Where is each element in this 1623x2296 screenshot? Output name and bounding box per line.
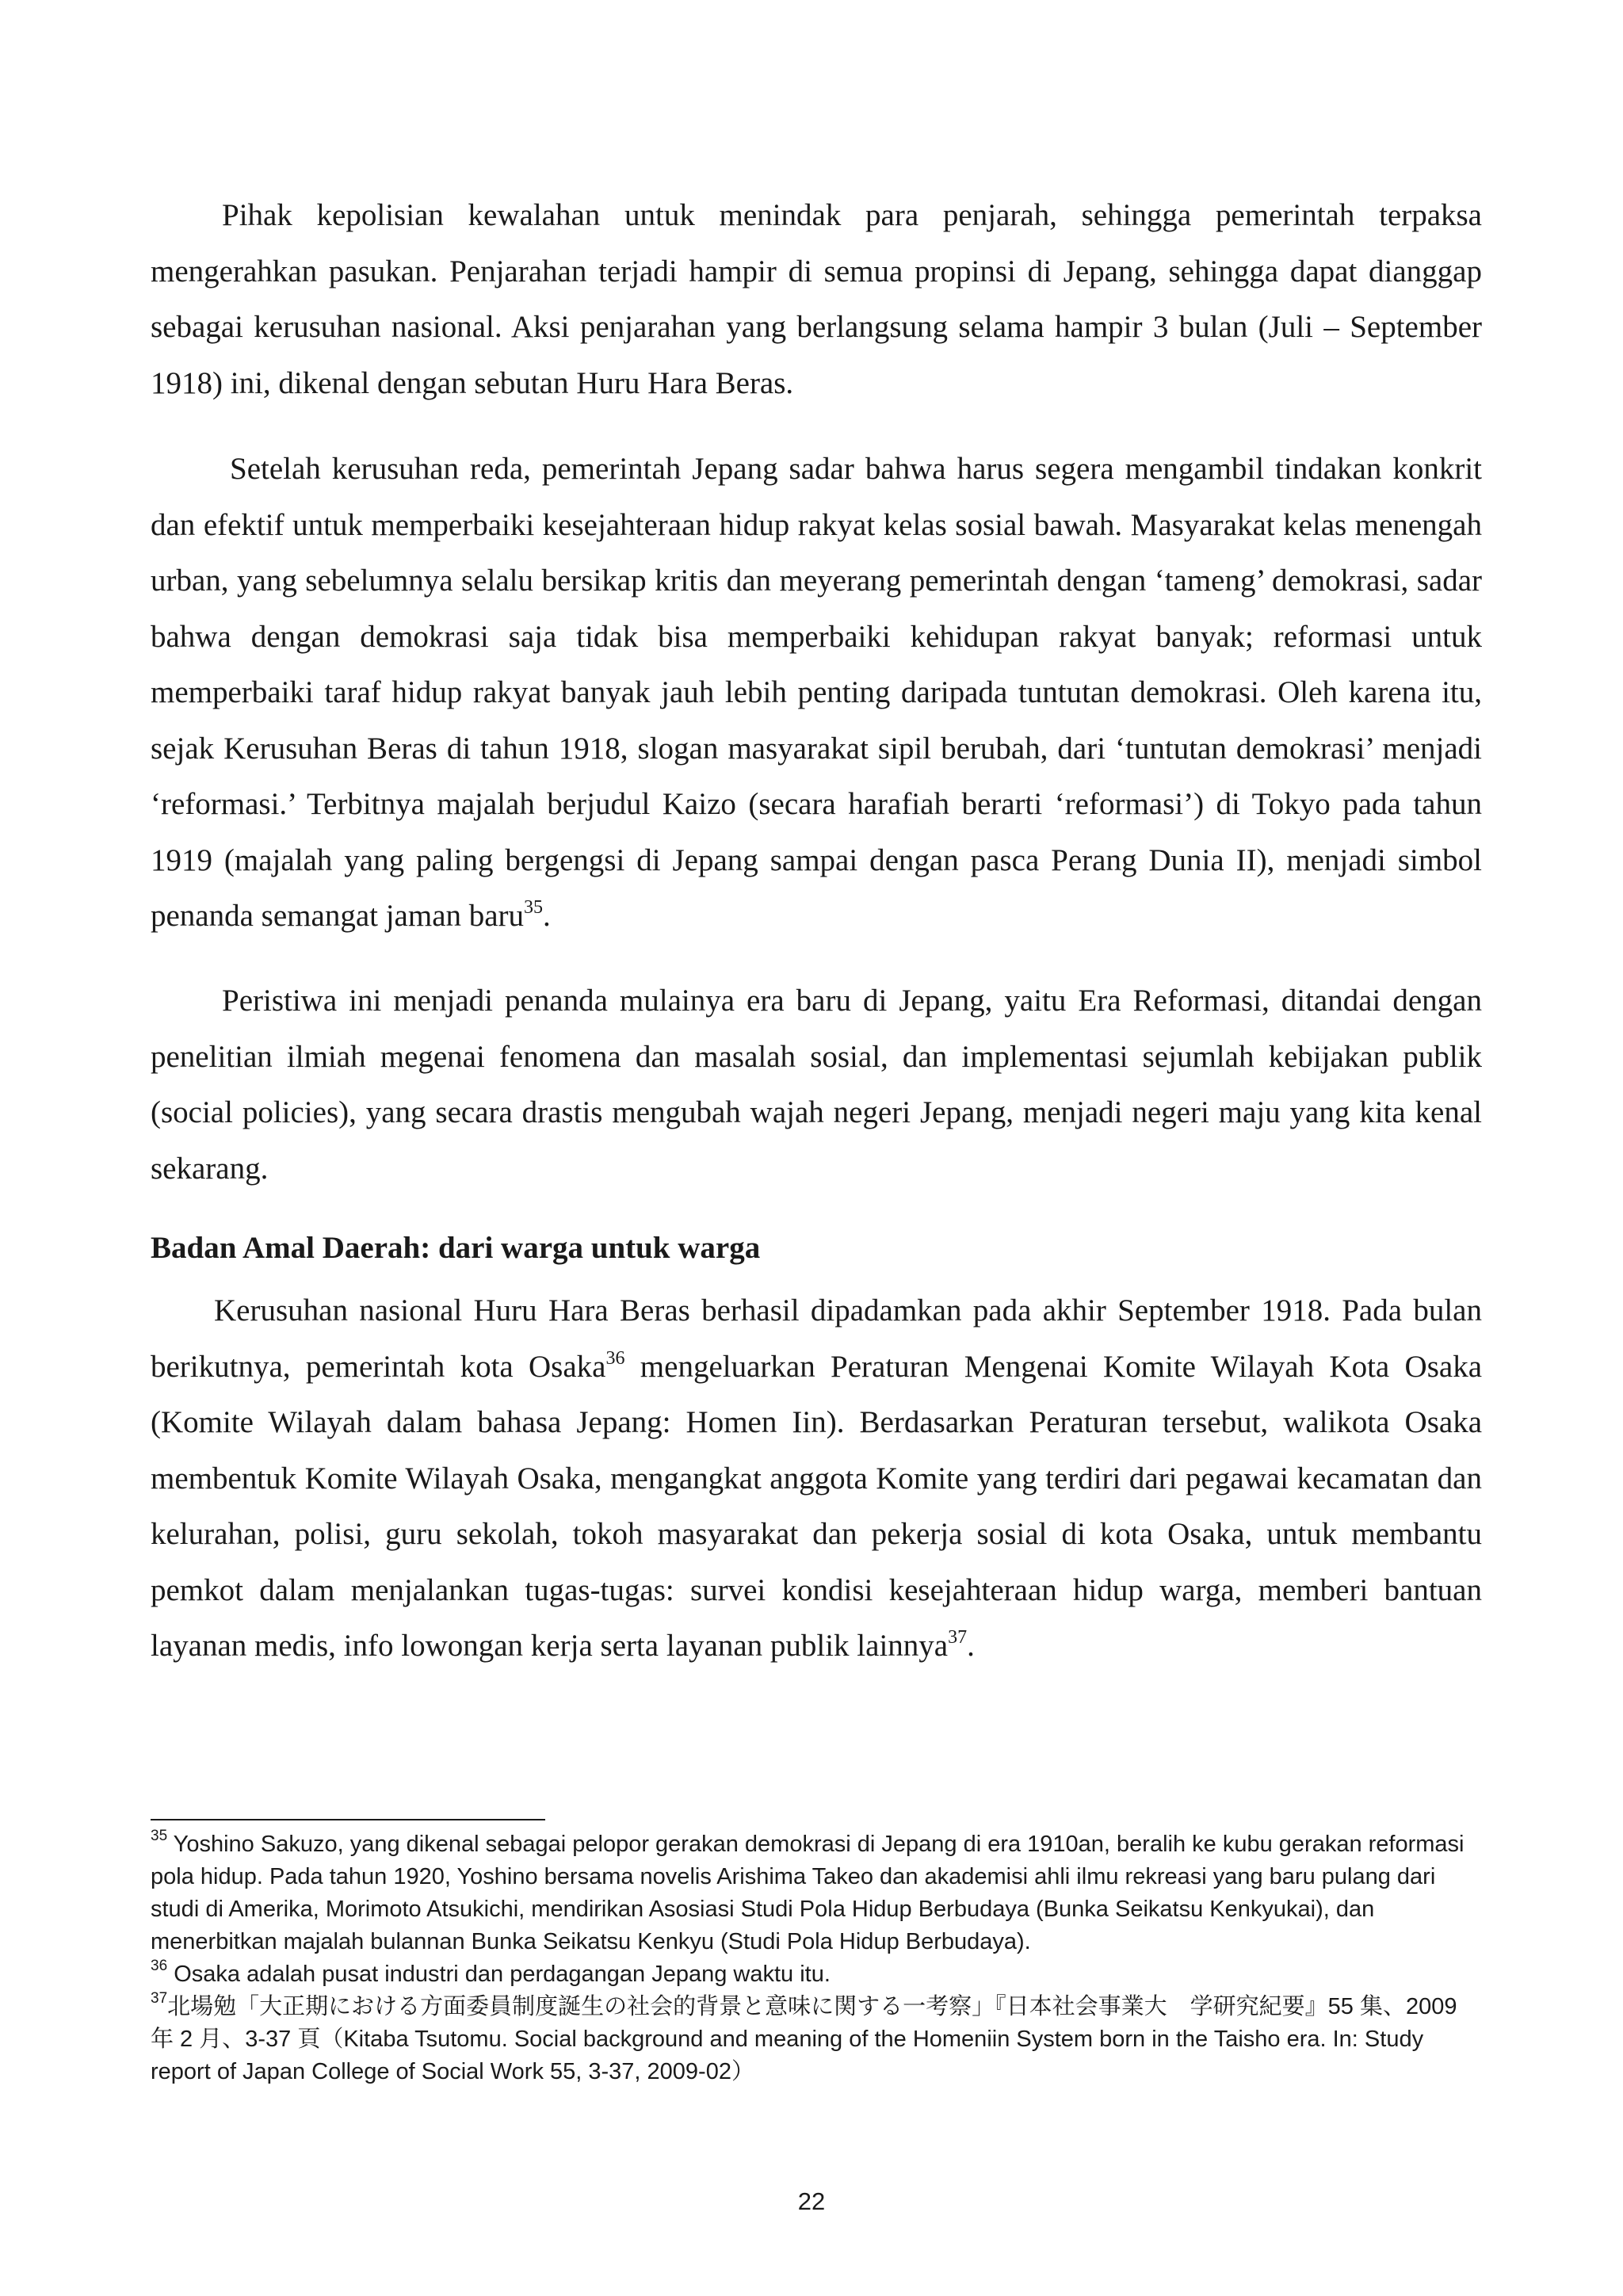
footnote-number: 37: [151, 1990, 168, 2008]
paragraph-1-text: Pihak kepolisian kewalahan untuk menindak para penjarah, sehingga pemerintah terpaksa mengerahkan pasukan. Penjarahan terjadi hampir di semua propinsi di Jepang, sehingga dapat dianggap sebagai kerusuhan nasional. Aksi penjarahan yang berlangsung selama hampir 3 bulan (Juli – September 1918) ini, dikenal dengan sebutan Huru Hara Beras.: [151, 198, 1482, 400]
footnote-text: 北場勉「大正期における方面委員制度誕生の社会的背景と意味に関する一考察」『日本社会事業大 学研究紀要』55 集、2009 年 2 月、3-37 頁（Kitaba Tsutomu. Social background and meaning of the Homeniin System born in the Taisho era. In: Study report of Japan College of Social Work 55, 3-37, 2009-02）: [151, 1994, 1457, 2084]
paragraph-2-text: Setelah kerusuhan reda, pemerintah Jepang sadar bahwa harus segera mengambil tindakan konkrit dan efektif untuk memperbaiki kesejahteraan hidup rakyat kelas sosial bawah. Masyarakat kelas menengah urban, yang sebelumnya selalu bersikap kritis dan meyerang pemerintah dengan ‘tameng’ demokrasi, sadar bahwa dengan demokrasi saja tidak bisa memperbaiki kehidupan rakyat banyak; reformasi untuk memperbaiki taraf hidup rakyat banyak jauh lebih penting daripada tuntutan demokrasi. Oleh karena itu, sejak Kerusuhan Beras di tahun 1918, slogan masyarakat sipil berubah, dari ‘tuntutan demokrasi’ menjadi ‘reformasi.’ Terbitnya majalah berjudul Kaizo (secara harafiah berarti ‘reformasi’) di Tokyo pada tahun 1919 (majalah yang paling bergengsi di Jepang sampai dengan pasca Perang Dunia II), menjadi simbol penanda semangat jaman baru: [151, 452, 1482, 933]
footnote-ref-35[interactable]: 35: [524, 897, 544, 918]
page-number: 22: [797, 2187, 826, 2215]
paragraph-4-end: .: [967, 1629, 975, 1663]
paragraph-3-text: Peristiwa ini menjadi penanda mulainya era baru di Jepang, yaitu Era Reformasi, ditandai dengan penelitian ilmiah megenai fenomena dan masalah sosial, dan implementasi sejumlah kebijakan publik (social policies), yang secara drastis mengubah wajah negeri Jepang, menjadi negeri maju yang kita kenal sekarang.: [151, 984, 1482, 1186]
paragraph-4-text-part1: Kerusuhan nasional Huru Hara Beras berhasil dipadamkan pada akhir September 1918. Pada bulan berikutnya, pemerintah kota Osaka: [151, 1293, 1482, 1384]
section-heading: Badan Amal Daerah: dari warga untuk warga: [151, 1231, 761, 1265]
footnote-number: 36: [151, 1958, 168, 1975]
footnote-text: Osaka adalah pusat industri dan perdagangan Jepang waktu itu.: [167, 1962, 831, 1987]
paragraph-1: [151, 188, 1482, 411]
footnotes: [151, 1828, 1482, 2088]
footnote-35: [151, 1828, 1482, 1958]
footnote-number: 35: [151, 1828, 168, 1845]
paragraph-3: [151, 973, 1482, 1197]
paragraph-4: [151, 1283, 1482, 1675]
paragraph-2: [151, 441, 1482, 945]
footnote-separator: [151, 1819, 545, 1820]
footnote-ref-37[interactable]: 37: [948, 1627, 968, 1648]
footnote-37: [151, 1991, 1482, 2088]
paragraph-2-end: .: [543, 899, 551, 933]
paragraph-4-text-part2: mengeluarkan Peraturan Mengenai Komite Wilayah Kota Osaka (Komite Wilayah dalam bahasa Jepang: Homen Iin). Berdasarkan Peraturan tersebut, walikota Osaka membentuk Komite Wilayah Osaka, mengangkat anggota Komite yang terdiri dari pegawai kecamatan dan kelurahan, polisi, guru sekolah, tokoh masyarakat dan pekerja sosial di kota Osaka, untuk membantu pemkot dalam menjalankan tugas-tugas: survei kondisi kesejahteraan hidup warga, memberi bantuan layanan medis, info lowongan kerja serta layanan publik lainnya: [151, 1349, 1482, 1663]
footnote-36: [151, 1958, 1482, 1991]
footnote-text: Yoshino Sakuzo, yang dikenal sebagai pelopor gerakan demokrasi di Jepang di era 1910an, beralih ke kubu gerakan reformasi pola hidup. Pada tahun 1920, Yoshino bersama novelis Arishima Takeo dan akademisi ahli ilmu rekreasi yang baru pulang dari studi di Amerika, Morimoto Atsukichi, mendirikan Asosiasi Studi Pola Hidup Berbudaya (Bunka Seikatsu Kenkyukai), dan menerbitkan majalah bulannan Bunka Seikatsu Kenkyu (Studi Pola Hidup Berbudaya).: [151, 1832, 1465, 1954]
footnote-ref-36[interactable]: 36: [605, 1347, 625, 1369]
